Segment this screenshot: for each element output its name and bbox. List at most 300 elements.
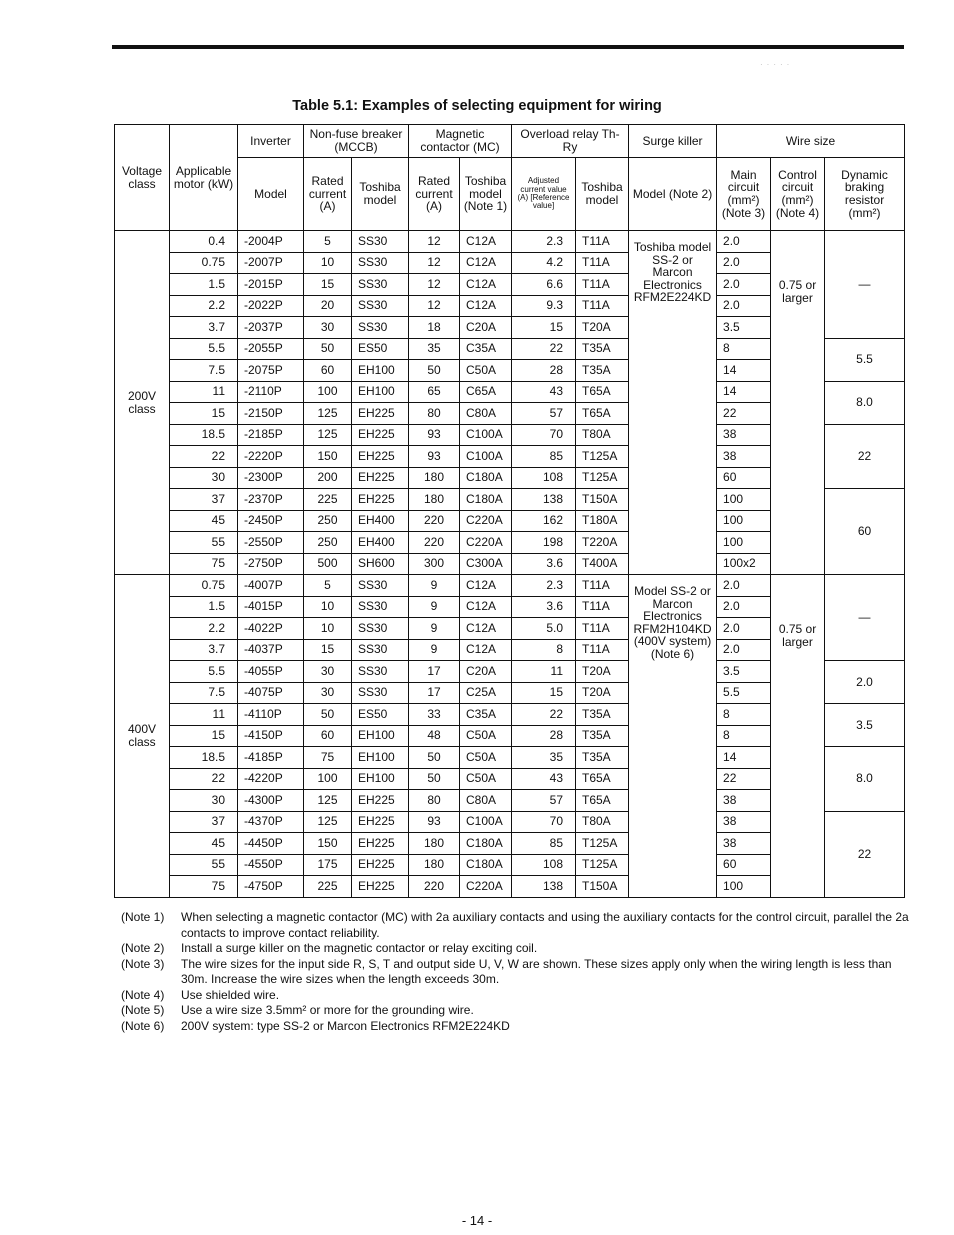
main-circuit-cell: 22: [717, 768, 771, 790]
mc-model-cell: C80A: [460, 403, 512, 425]
dynamic-braking-cell: 60: [825, 489, 905, 575]
thry-current-cell: 162: [512, 510, 576, 532]
mc-model-cell: C12A: [460, 295, 512, 317]
mc-model-cell: C50A: [460, 768, 512, 790]
mccb-model-cell: SS30: [352, 639, 409, 661]
thry-model-cell: T11A: [576, 618, 629, 640]
thry-current-cell: 28: [512, 725, 576, 747]
main-circuit-cell: 100: [717, 510, 771, 532]
mc-model-cell: C220A: [460, 876, 512, 898]
motor-kw-cell: 1.5: [170, 596, 238, 618]
mccb-model-cell: EH100: [352, 725, 409, 747]
thry-model-cell: T180A: [576, 510, 629, 532]
mc-rated-current-cell: 220: [409, 876, 460, 898]
motor-kw-cell: 11: [170, 704, 238, 726]
mccb-model-cell: EH225: [352, 403, 409, 425]
header-mc-rated-current: Rated current (A): [409, 158, 460, 231]
motor-kw-cell: 37: [170, 811, 238, 833]
thry-current-cell: 9.3: [512, 295, 576, 317]
inverter-model-cell: -4150P: [238, 725, 304, 747]
mc-model-cell: C12A: [460, 252, 512, 274]
inverter-model-cell: -4370P: [238, 811, 304, 833]
thry-model-cell: T35A: [576, 704, 629, 726]
mccb-rated-current-cell: 125: [304, 790, 352, 812]
dynamic-braking-cell: 22: [825, 424, 905, 489]
main-circuit-cell: 5.5: [717, 682, 771, 704]
thry-model-cell: T35A: [576, 338, 629, 360]
thry-current-cell: 85: [512, 833, 576, 855]
inverter-model-cell: -2150P: [238, 403, 304, 425]
mccb-rated-current-cell: 150: [304, 446, 352, 468]
mc-model-cell: C50A: [460, 725, 512, 747]
mc-rated-current-cell: 180: [409, 854, 460, 876]
mc-rated-current-cell: 12: [409, 274, 460, 296]
motor-kw-cell: 0.75: [170, 252, 238, 274]
main-circuit-cell: 2.0: [717, 295, 771, 317]
mccb-model-cell: EH225: [352, 854, 409, 876]
note-text: When selecting a magnetic contactor (MC) with 2a auxiliary contacts and using the auxiliary contacts for the control circuit, parallel the 2a contacts to improve contact reliability.: [181, 910, 909, 940]
thry-model-cell: T11A: [576, 295, 629, 317]
mccb-rated-current-cell: 250: [304, 510, 352, 532]
inverter-model-cell: -4185P: [238, 747, 304, 769]
mccb-model-cell: SS30: [352, 317, 409, 339]
motor-kw-cell: 75: [170, 876, 238, 898]
inverter-model-cell: -4750P: [238, 876, 304, 898]
control-circuit-cell: 0.75 or larger: [771, 231, 825, 575]
mccb-rated-current-cell: 50: [304, 704, 352, 726]
mc-rated-current-cell: 33: [409, 704, 460, 726]
inverter-model-cell: -2015P: [238, 274, 304, 296]
thry-model-cell: T125A: [576, 446, 629, 468]
note-item: [121, 1019, 911, 1035]
table-row: [115, 575, 905, 597]
main-circuit-cell: 100: [717, 532, 771, 554]
thry-current-cell: 35: [512, 747, 576, 769]
dynamic-braking-cell: 22: [825, 811, 905, 897]
main-circuit-cell: 60: [717, 854, 771, 876]
motor-kw-cell: 30: [170, 467, 238, 489]
surge-killer-cell: Model SS-2 or Marcon Electronics RFM2H104KD (400V system) (Note 6): [629, 575, 717, 898]
motor-kw-cell: 15: [170, 725, 238, 747]
motor-kw-cell: 30: [170, 790, 238, 812]
thry-model-cell: T11A: [576, 596, 629, 618]
inverter-model-cell: -4450P: [238, 833, 304, 855]
motor-kw-cell: 11: [170, 381, 238, 403]
main-circuit-cell: 3.5: [717, 661, 771, 683]
mc-model-cell: C100A: [460, 446, 512, 468]
main-circuit-cell: 38: [717, 833, 771, 855]
mccb-rated-current-cell: 30: [304, 682, 352, 704]
mccb-model-cell: EH100: [352, 381, 409, 403]
thry-current-cell: 85: [512, 446, 576, 468]
mc-rated-current-cell: 93: [409, 811, 460, 833]
inverter-model-cell: -2450P: [238, 510, 304, 532]
mc-rated-current-cell: 80: [409, 403, 460, 425]
table-row: [115, 231, 905, 253]
dynamic-braking-cell: 8.0: [825, 381, 905, 424]
note-text: 200V system: type SS-2 or Marcon Electronics RFM2E224KD: [181, 1018, 510, 1033]
mc-model-cell: C12A: [460, 639, 512, 661]
thry-current-cell: 15: [512, 317, 576, 339]
thry-current-cell: 138: [512, 876, 576, 898]
thry-current-cell: 28: [512, 360, 576, 382]
mc-rated-current-cell: 50: [409, 747, 460, 769]
motor-kw-cell: 1.5: [170, 274, 238, 296]
mc-model-cell: C25A: [460, 682, 512, 704]
mccb-model-cell: SS30: [352, 231, 409, 253]
mccb-rated-current-cell: 5: [304, 231, 352, 253]
mccb-model-cell: EH400: [352, 532, 409, 554]
mc-rated-current-cell: 35: [409, 338, 460, 360]
inverter-model-cell: -4007P: [238, 575, 304, 597]
mc-rated-current-cell: 220: [409, 510, 460, 532]
header-surge-killer: Surge killer: [629, 125, 717, 158]
thry-current-cell: 6.6: [512, 274, 576, 296]
thry-model-cell: T125A: [576, 854, 629, 876]
inverter-model-cell: -2055P: [238, 338, 304, 360]
control-circuit-cell: 0.75 or larger: [771, 575, 825, 898]
motor-kw-cell: 2.2: [170, 295, 238, 317]
mccb-rated-current-cell: 225: [304, 489, 352, 511]
thry-model-cell: T65A: [576, 768, 629, 790]
thry-model-cell: T35A: [576, 725, 629, 747]
main-circuit-cell: 38: [717, 790, 771, 812]
mc-rated-current-cell: 65: [409, 381, 460, 403]
note-text: Install a surge killer on the magnetic contactor or relay exciting coil.: [181, 941, 538, 955]
thry-current-cell: 22: [512, 704, 576, 726]
motor-kw-cell: 22: [170, 446, 238, 468]
thry-model-cell: T65A: [576, 381, 629, 403]
motor-kw-cell: 0.75: [170, 575, 238, 597]
thry-model-cell: T11A: [576, 231, 629, 253]
mc-model-cell: C12A: [460, 618, 512, 640]
mccb-model-cell: EH225: [352, 790, 409, 812]
mccb-model-cell: SS30: [352, 682, 409, 704]
thry-model-cell: T20A: [576, 682, 629, 704]
thry-model-cell: T11A: [576, 252, 629, 274]
mccb-rated-current-cell: 175: [304, 854, 352, 876]
main-circuit-cell: 8: [717, 704, 771, 726]
thry-model-cell: T35A: [576, 360, 629, 382]
motor-kw-cell: 0.4: [170, 231, 238, 253]
thry-model-cell: T11A: [576, 274, 629, 296]
inverter-model-cell: -2185P: [238, 424, 304, 446]
header-mccb: Non-fuse breaker (MCCB): [304, 125, 409, 158]
inverter-model-cell: -4110P: [238, 704, 304, 726]
inverter-model-cell: -4037P: [238, 639, 304, 661]
motor-kw-cell: 55: [170, 854, 238, 876]
mc-rated-current-cell: 93: [409, 424, 460, 446]
mccb-model-cell: SH600: [352, 553, 409, 575]
scan-speck: ·····: [760, 60, 794, 69]
thry-current-cell: 108: [512, 854, 576, 876]
main-circuit-cell: 2.0: [717, 639, 771, 661]
mccb-model-cell: EH100: [352, 768, 409, 790]
mccb-model-cell: ES50: [352, 704, 409, 726]
main-circuit-cell: 8: [717, 338, 771, 360]
motor-kw-cell: 55: [170, 532, 238, 554]
inverter-model-cell: -4075P: [238, 682, 304, 704]
mc-rated-current-cell: 180: [409, 467, 460, 489]
thry-current-cell: 3.6: [512, 553, 576, 575]
note-label: (Note 4): [121, 987, 165, 1002]
dynamic-braking-cell: 3.5: [825, 704, 905, 747]
mc-model-cell: C100A: [460, 424, 512, 446]
motor-kw-cell: 37: [170, 489, 238, 511]
mc-model-cell: C180A: [460, 467, 512, 489]
mccb-model-cell: SS30: [352, 252, 409, 274]
header-main-circuit: Main circuit (mm²) (Note 3): [717, 158, 771, 231]
thry-current-cell: 3.6: [512, 596, 576, 618]
dynamic-braking-cell: —: [825, 575, 905, 661]
header-adjusted-current: Adjusted current value (A) [Reference value]: [517, 176, 570, 211]
header-thry-toshiba-model: Toshiba model: [576, 158, 629, 231]
note-label: (Note 6): [121, 1018, 165, 1033]
main-circuit-cell: 38: [717, 446, 771, 468]
main-circuit-cell: 14: [717, 360, 771, 382]
main-circuit-cell: 2.0: [717, 231, 771, 253]
thry-current-cell: 5.0: [512, 618, 576, 640]
note-label: (Note 3): [121, 956, 165, 971]
mccb-rated-current-cell: 50: [304, 338, 352, 360]
main-circuit-cell: 60: [717, 467, 771, 489]
thry-model-cell: T400A: [576, 553, 629, 575]
inverter-model-cell: -4220P: [238, 768, 304, 790]
inverter-model-cell: -4055P: [238, 661, 304, 683]
mc-rated-current-cell: 12: [409, 231, 460, 253]
motor-kw-cell: 15: [170, 403, 238, 425]
mccb-model-cell: SS30: [352, 596, 409, 618]
main-circuit-cell: 2.0: [717, 596, 771, 618]
thry-current-cell: 8: [512, 639, 576, 661]
voltage-class-cell: 200V class: [115, 231, 170, 575]
motor-kw-cell: 45: [170, 510, 238, 532]
mccb-rated-current-cell: 100: [304, 381, 352, 403]
thry-current-cell: 11: [512, 661, 576, 683]
mc-rated-current-cell: 12: [409, 252, 460, 274]
thry-model-cell: T35A: [576, 747, 629, 769]
note-label: (Note 5): [121, 1003, 165, 1017]
wiring-table: [114, 124, 905, 898]
table-title: Table 5.1: Examples of selecting equipment for wiring: [292, 98, 662, 114]
mccb-rated-current-cell: 15: [304, 274, 352, 296]
thry-model-cell: T80A: [576, 424, 629, 446]
header-mccb-rated-current: Rated current (A): [304, 158, 352, 231]
mccb-rated-current-cell: 225: [304, 876, 352, 898]
mccb-model-cell: EH100: [352, 747, 409, 769]
mc-rated-current-cell: 93: [409, 446, 460, 468]
inverter-model-cell: -2110P: [238, 381, 304, 403]
mccb-model-cell: EH225: [352, 876, 409, 898]
mccb-rated-current-cell: 5: [304, 575, 352, 597]
inverter-model-cell: -2022P: [238, 295, 304, 317]
mc-rated-current-cell: 18: [409, 317, 460, 339]
mc-model-cell: C220A: [460, 532, 512, 554]
thry-current-cell: 43: [512, 768, 576, 790]
mc-model-cell: C220A: [460, 510, 512, 532]
mccb-model-cell: SS30: [352, 274, 409, 296]
mccb-rated-current-cell: 125: [304, 424, 352, 446]
surge-killer-cell: Toshiba model SS-2 or Marcon Electronics RFM2E224KD: [629, 231, 717, 575]
mccb-rated-current-cell: 150: [304, 833, 352, 855]
thry-current-cell: 15: [512, 682, 576, 704]
motor-kw-cell: 5.5: [170, 661, 238, 683]
thry-current-cell: 138: [512, 489, 576, 511]
notes-list: [121, 910, 911, 1034]
thry-model-cell: T11A: [576, 639, 629, 661]
mccb-model-cell: EH225: [352, 811, 409, 833]
note-item: [121, 941, 911, 957]
mc-rated-current-cell: 17: [409, 682, 460, 704]
inverter-model-cell: -2300P: [238, 467, 304, 489]
main-circuit-cell: 3.5: [717, 317, 771, 339]
inverter-model-cell: -4015P: [238, 596, 304, 618]
mc-model-cell: C300A: [460, 553, 512, 575]
thry-model-cell: T20A: [576, 317, 629, 339]
thry-model-cell: T80A: [576, 811, 629, 833]
header-mc-toshiba-model: Toshiba model (Note 1): [460, 158, 512, 231]
mc-rated-current-cell: 48: [409, 725, 460, 747]
voltage-class-cell: 400V class: [115, 575, 170, 898]
header-wire-size: Wire size: [717, 125, 905, 158]
header-surge-killer-model: Model (Note 2): [629, 158, 717, 231]
mc-model-cell: C80A: [460, 790, 512, 812]
inverter-model-cell: -2004P: [238, 231, 304, 253]
top-rule: [112, 45, 904, 49]
mc-rated-current-cell: 220: [409, 532, 460, 554]
header-mc: Magnetic contactor (MC): [409, 125, 512, 158]
mccb-rated-current-cell: 250: [304, 532, 352, 554]
dynamic-braking-cell: 2.0: [825, 661, 905, 704]
page-number: - 14 -: [461, 1213, 493, 1228]
mc-rated-current-cell: 80: [409, 790, 460, 812]
note-item: [121, 957, 911, 988]
mccb-model-cell: EH225: [352, 446, 409, 468]
mc-model-cell: C20A: [460, 661, 512, 683]
main-circuit-cell: 100: [717, 489, 771, 511]
mc-model-cell: C20A: [460, 317, 512, 339]
mccb-model-cell: EH225: [352, 833, 409, 855]
motor-kw-cell: 22: [170, 768, 238, 790]
mccb-rated-current-cell: 125: [304, 403, 352, 425]
mccb-model-cell: EH225: [352, 424, 409, 446]
mccb-rated-current-cell: 30: [304, 661, 352, 683]
mc-rated-current-cell: 180: [409, 489, 460, 511]
dynamic-braking-cell: 8.0: [825, 747, 905, 812]
thry-current-cell: 70: [512, 811, 576, 833]
motor-kw-cell: 2.2: [170, 618, 238, 640]
dynamic-braking-cell: —: [825, 231, 905, 339]
motor-kw-cell: 75: [170, 553, 238, 575]
mc-rated-current-cell: 180: [409, 833, 460, 855]
mc-model-cell: C180A: [460, 489, 512, 511]
inverter-model-cell: -4550P: [238, 854, 304, 876]
mc-rated-current-cell: 12: [409, 295, 460, 317]
main-circuit-cell: 14: [717, 381, 771, 403]
mc-model-cell: C50A: [460, 360, 512, 382]
inverter-model-cell: -2037P: [238, 317, 304, 339]
mc-rated-current-cell: 9: [409, 596, 460, 618]
mc-model-cell: C35A: [460, 704, 512, 726]
mccb-rated-current-cell: 10: [304, 252, 352, 274]
mc-model-cell: C65A: [460, 381, 512, 403]
main-circuit-cell: 2.0: [717, 618, 771, 640]
mc-rated-current-cell: 17: [409, 661, 460, 683]
motor-kw-cell: 3.7: [170, 317, 238, 339]
main-circuit-cell: 100: [717, 876, 771, 898]
mc-model-cell: C50A: [460, 747, 512, 769]
inverter-model-cell: -2220P: [238, 446, 304, 468]
dynamic-braking-cell: 5.5: [825, 338, 905, 381]
motor-kw-cell: 7.5: [170, 360, 238, 382]
mccb-model-cell: SS30: [352, 575, 409, 597]
mc-rated-current-cell: 9: [409, 575, 460, 597]
thry-model-cell: T150A: [576, 876, 629, 898]
thry-model-cell: T65A: [576, 790, 629, 812]
mccb-rated-current-cell: 60: [304, 360, 352, 382]
motor-kw-cell: 18.5: [170, 424, 238, 446]
thry-current-cell: 22: [512, 338, 576, 360]
main-circuit-cell: 38: [717, 811, 771, 833]
thry-model-cell: T125A: [576, 833, 629, 855]
note-text: Use shielded wire.: [181, 987, 280, 1002]
mccb-rated-current-cell: 15: [304, 639, 352, 661]
mc-rated-current-cell: 9: [409, 639, 460, 661]
mccb-model-cell: EH400: [352, 510, 409, 532]
note-item: [121, 988, 911, 1004]
inverter-model-cell: -4300P: [238, 790, 304, 812]
inverter-model-cell: -2550P: [238, 532, 304, 554]
mc-rated-current-cell: 50: [409, 768, 460, 790]
thry-current-cell: 57: [512, 790, 576, 812]
mccb-rated-current-cell: 100: [304, 768, 352, 790]
thry-model-cell: T125A: [576, 467, 629, 489]
mccb-rated-current-cell: 10: [304, 596, 352, 618]
main-circuit-cell: 22: [717, 403, 771, 425]
mccb-rated-current-cell: 75: [304, 747, 352, 769]
main-circuit-cell: 2.0: [717, 575, 771, 597]
note-label: (Note 2): [121, 941, 165, 955]
header-control-circuit: Control circuit (mm²) (Note 4): [771, 158, 825, 231]
mccb-model-cell: EH100: [352, 360, 409, 382]
inverter-model-cell: -2075P: [238, 360, 304, 382]
thry-model-cell: T65A: [576, 403, 629, 425]
thry-model-cell: T150A: [576, 489, 629, 511]
motor-kw-cell: 7.5: [170, 682, 238, 704]
note-label: (Note 1): [121, 910, 165, 924]
main-circuit-cell: 14: [717, 747, 771, 769]
inverter-model-cell: -4022P: [238, 618, 304, 640]
thry-model-cell: T11A: [576, 575, 629, 597]
mc-model-cell: C100A: [460, 811, 512, 833]
thry-current-cell: 43: [512, 381, 576, 403]
thry-current-cell: 70: [512, 424, 576, 446]
note-text: The wire sizes for the input side R, S, T and output side U, V, W are shown. These sizes apply only when the wiring length is less than 30m. Increase the wire sizes when the length exceeds 30m.: [181, 956, 892, 986]
inverter-model-cell: -2750P: [238, 553, 304, 575]
mc-rated-current-cell: 9: [409, 618, 460, 640]
motor-kw-cell: 18.5: [170, 747, 238, 769]
mccb-model-cell: EH225: [352, 489, 409, 511]
mccb-rated-current-cell: 10: [304, 618, 352, 640]
thry-current-cell: 108: [512, 467, 576, 489]
main-circuit-cell: 8: [717, 725, 771, 747]
mc-model-cell: C12A: [460, 274, 512, 296]
mccb-rated-current-cell: 30: [304, 317, 352, 339]
header-inverter: Inverter: [238, 125, 304, 158]
motor-kw-cell: 45: [170, 833, 238, 855]
mc-model-cell: C12A: [460, 575, 512, 597]
mccb-rated-current-cell: 500: [304, 553, 352, 575]
